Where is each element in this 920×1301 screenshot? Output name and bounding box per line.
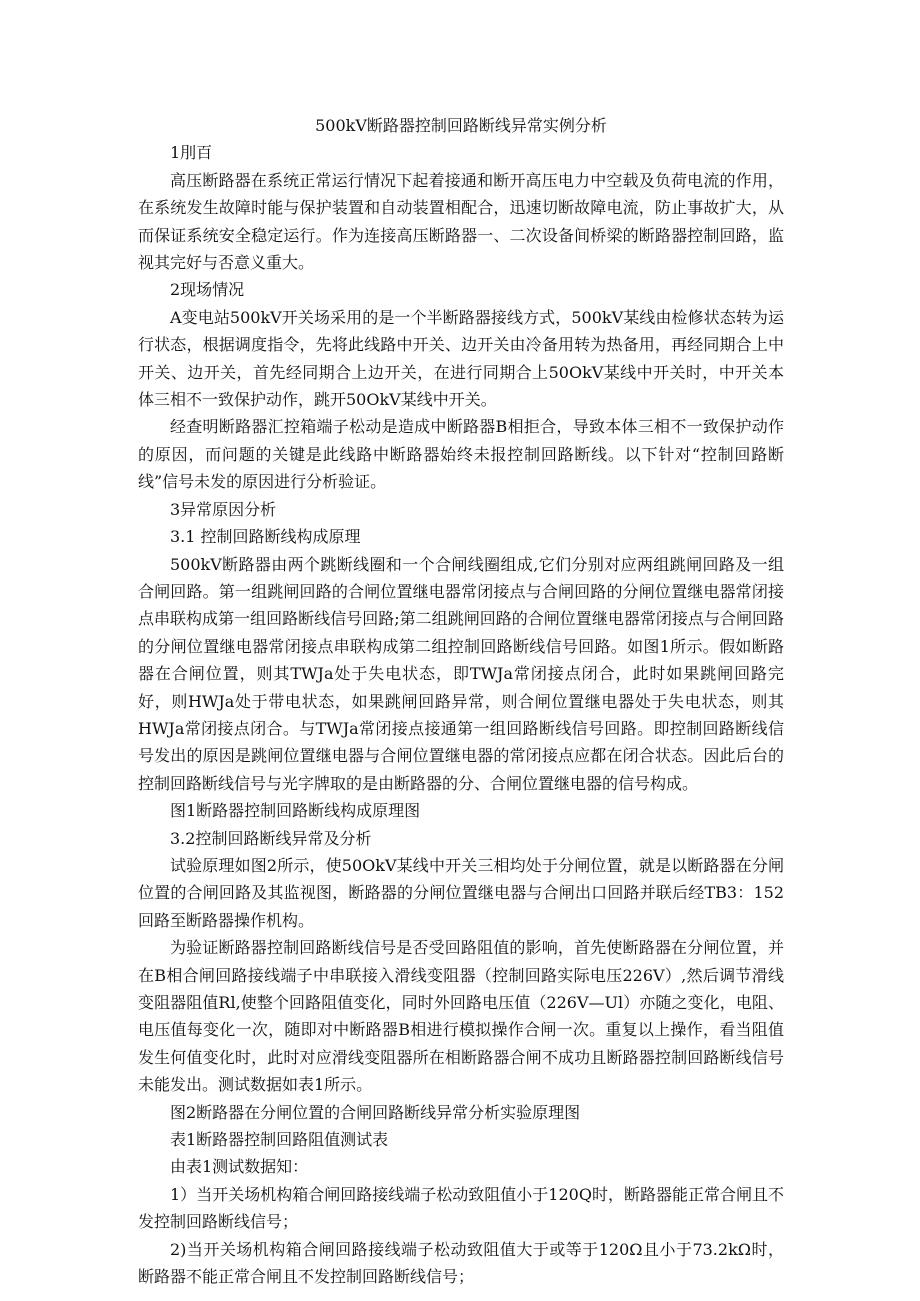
section-2-paragraph-2: 经查明断路器汇控箱端子松动是造成中断路器B相拒合，导致本体三相不一致保护动作的原因，而问题的关键是此线路中断路器始终未报控制回路断线。以下针对“控制回路断线”信号未发的原因进行分析验证。 (138, 417, 784, 492)
section-2-heading: 2现场情况 (170, 280, 245, 300)
figure-2-caption: 图2断路器在分闸位置的合闸回路断线异常分析实验原理图 (170, 1102, 581, 1122)
document-title: 500kV断路器控制回路断线异常实例分析 (315, 116, 607, 135)
table-intro: 由表1测试数据知： (170, 1157, 309, 1177)
table-1-caption: 表1断路器控制回路阻值测试表 (170, 1130, 389, 1150)
section-3-2-heading: 3.2控制回路断线异常及分析 (170, 828, 372, 848)
section-2-paragraph-1: A变电站500kV开关场采用的是一个半断路器接线方式，500kV某线由检修状态转为运行状态，根据调度指令，先将此线路中开关、边开关由冷备用转为热备用，再经同期合上中开关、边开关，首先经同期合上边开关，在进行同期合上50OkV某线中开关时，中开关本体三相不一致保护动作，跳开50OkV某线中开关。 (138, 307, 784, 410)
section-3-heading: 3异常原因分析 (170, 499, 277, 519)
list-item-2: 2)当开关场机构箱合闸回路接线端子松动致阻值大于或等于120Ω且小于73.2kΩ时，断路器不能正常合闸且不发控制回路断线信号； (138, 1239, 784, 1287)
figure-1-caption: 图1断路器控制回路断线构成原理图 (170, 801, 421, 821)
section-3-2-paragraph-2: 为验证断路器控制回路断线信号是否受回路阻值的影响，首先使断路器在分闸位置，并在B相合闸回路接线端子中串联接入滑线变阻器（控制回路实际电压226V）,然后调节滑线变阻器阻值Rl,使整个回路阻值变化，同时外回路电压值（226V—Ul）亦随之变化，电阻、电压值每变化一次，随即对中断路器B相进行模拟操作合闸一次。重复以上操作，看当阻值发生何值变化时，此时对应滑线变阻器所在相断路器合闸不成功且断路器控制回路断线信号未能发出。测试数据如表1所示。 (138, 938, 784, 1095)
section-1-heading: 1刖百 (170, 143, 213, 163)
section-3-2-paragraph-1: 试验原理如图2所示，使50OkV某线中开关三相均处于分闸位置，就是以断路器在分闸位置的合闸回路及其监视图，断路器的分闸位置继电器与合闸出口回路并联后经TB3：152回路至断路器操作机构。 (138, 855, 784, 930)
list-item-1: 1）当开关场机构箱合闸回路接线端子松动致阻值小于120Q时，断路器能正常合闸且不发控制回路断线信号； (138, 1184, 784, 1232)
section-3-1-paragraph: 500kV断路器由两个跳断线圈和一个合闸线圈组成,它们分别对应两组跳闸回路及一组合闸回路。第一组跳闸回路的合闸位置继电器常闭接点与合闸回路的分闸位置继电器常闭接点串联构成第一组回路断线信号回路;第二组跳闸回路的合闸位置继电器常闭接点与合闸回路的分闸位置继电器常闭接点串联构成第二组控制回路断线信号回路。如图1所示。假如断路器在合闸位置，则其TWJa处于失电状态，即TWJa常闭接点闭合，此时如果跳闸回路完好，则HWJa处于带电状态，如果跳闸回路异常，则合闸位置继电器处于失电状态，则其HWJa常闭接点闭合。与TWJa常闭接点接通第一组回路断线信号回路。即控制回路断线信号发出的原因是跳闸位置继电器与合闸位置继电器的常闭接点应都在闭合状态。因此后台的控制回路断线信号与光字牌取的是由断路器的分、合闸位置继电器的信号构成。 (138, 554, 784, 793)
document-page (138, 112, 784, 1290)
section-3-1-heading: 3.1 控制回路断线构成原理 (170, 527, 361, 547)
section-1-paragraph: 高压断路器在系统正常运行情况下起着接通和断开高压电力中空载及负荷电流的作用，在系统发生故障时能与保护装置和自动装置相配合，迅速切断故障电流，防止事故扩大，从而保证系统安全稳定运行。作为连接高压断路器一、二次设备间桥梁的断路器控制回路，监视其完好与否意义重大。 (138, 170, 784, 273)
